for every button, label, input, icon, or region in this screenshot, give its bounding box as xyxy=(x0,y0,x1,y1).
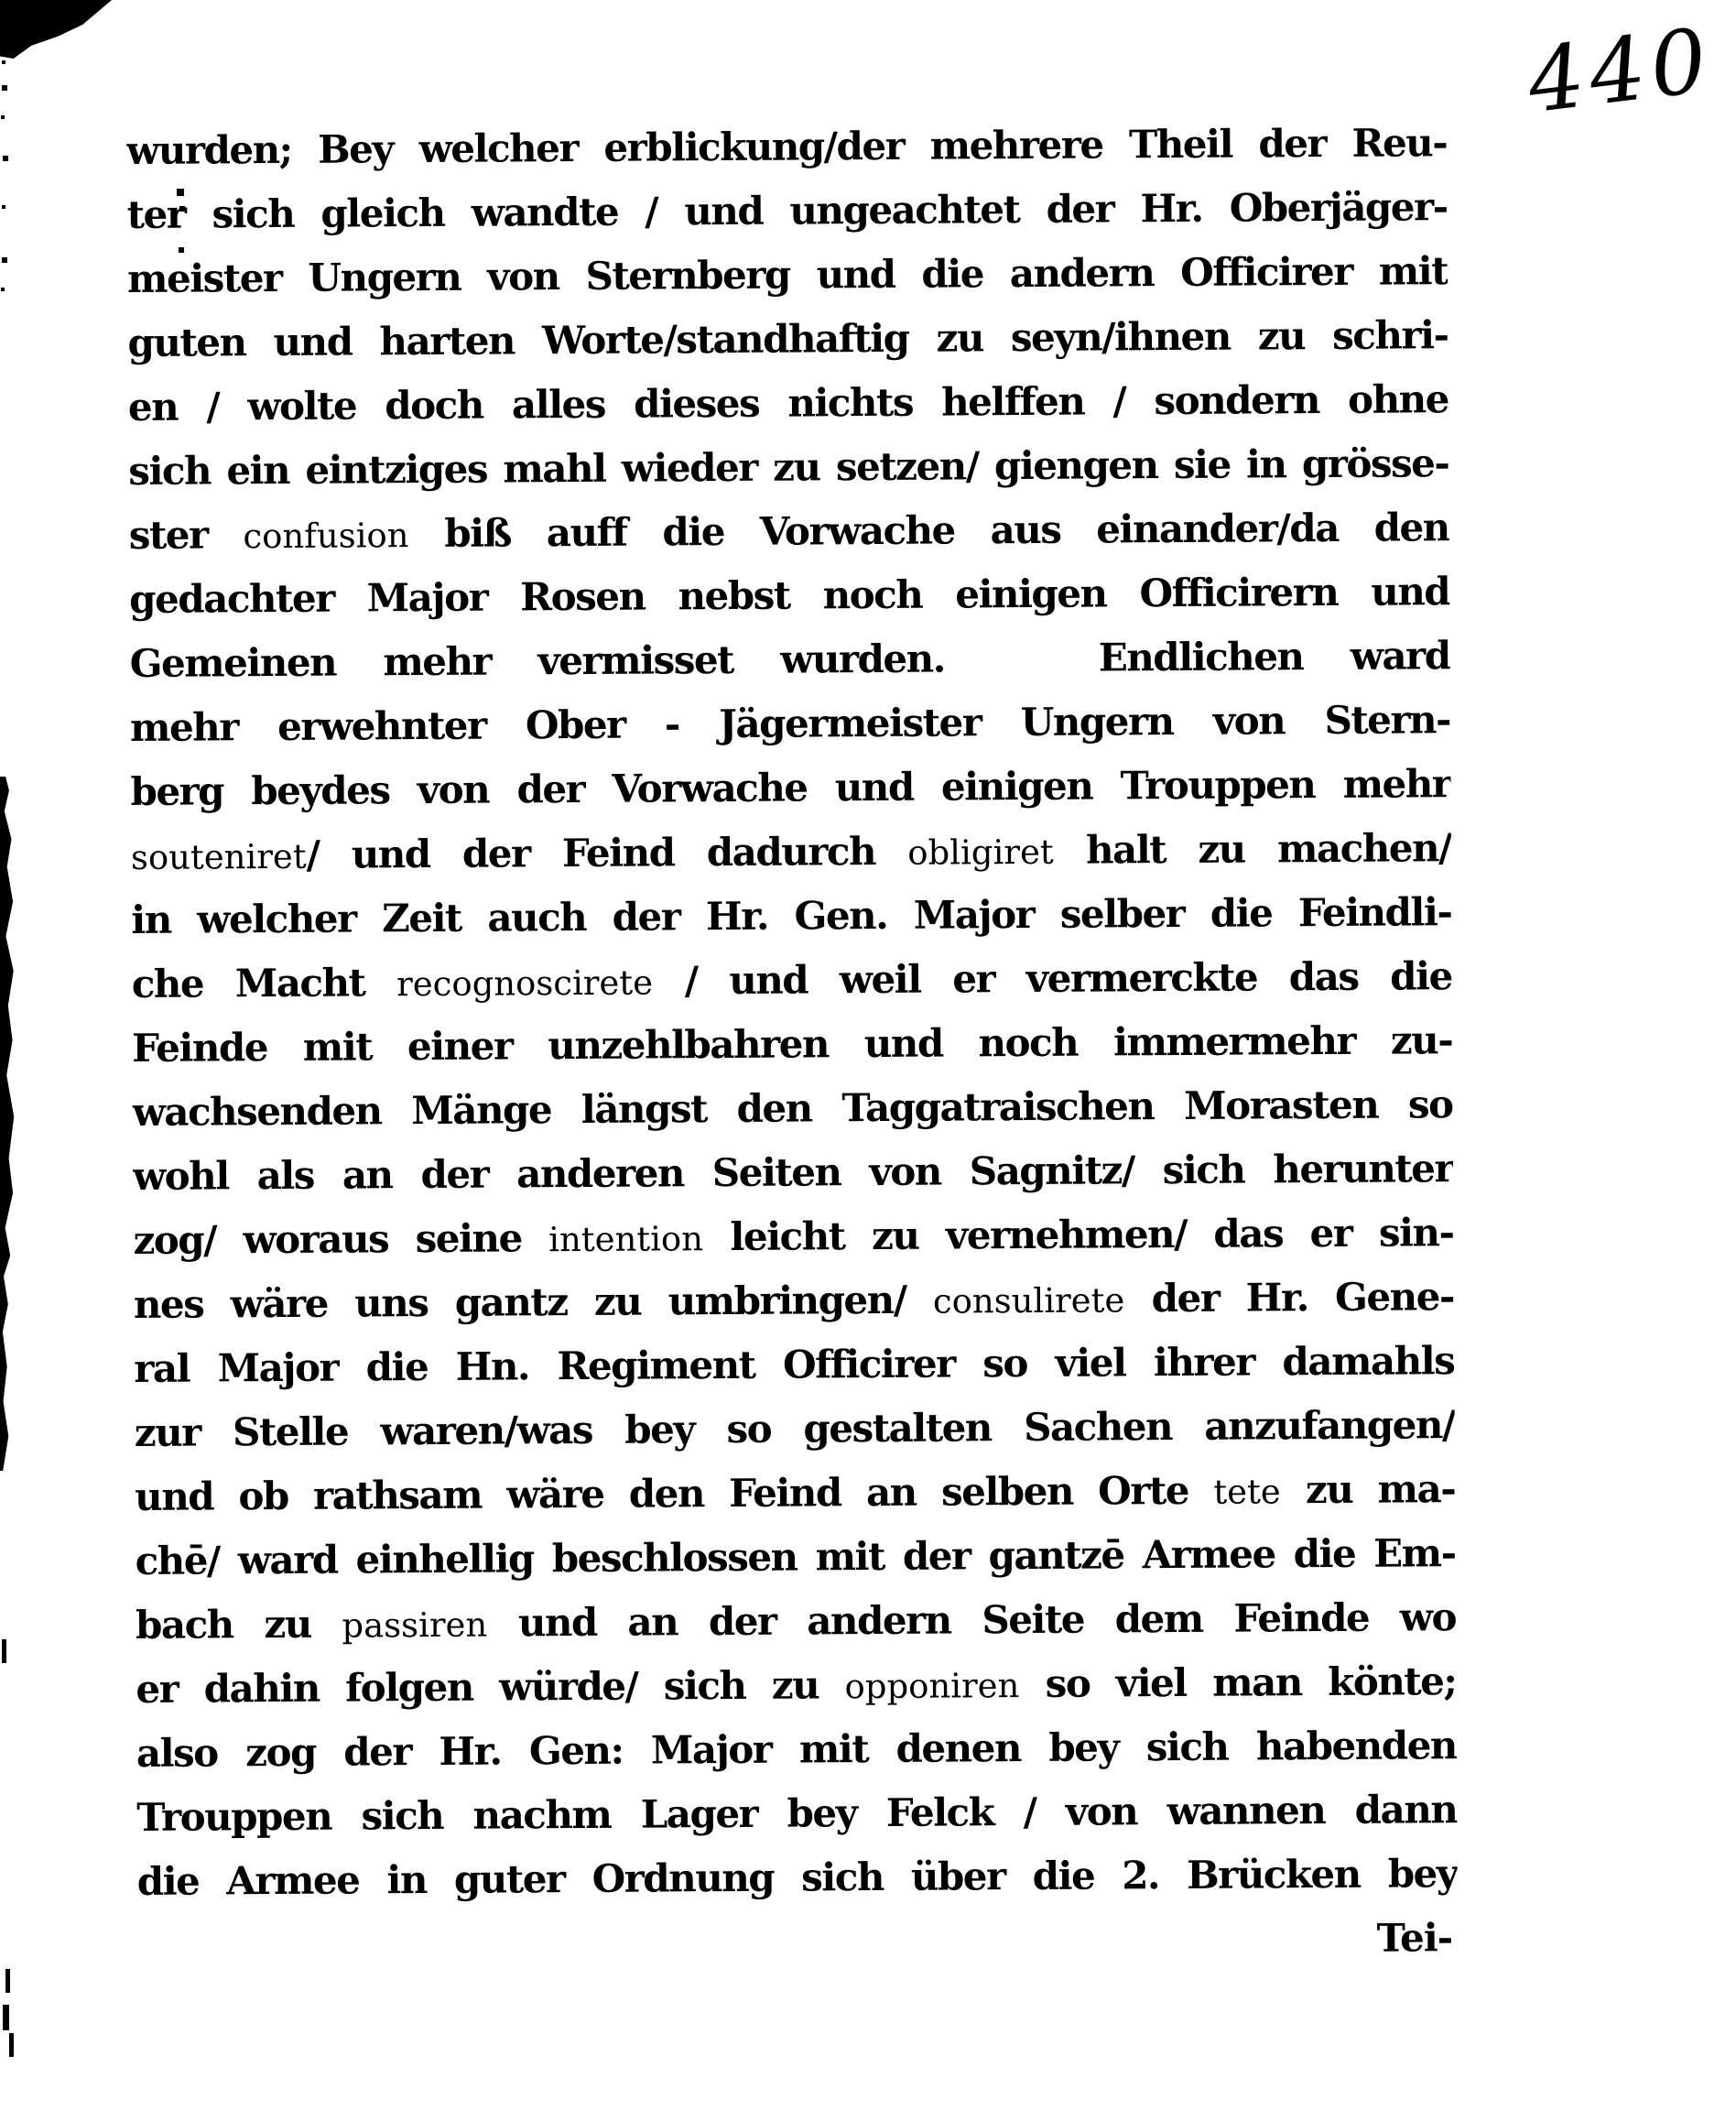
text-line: er dahin folgen würde/ sich zu opponiren so viel man könte; xyxy=(136,1659,1457,1712)
text-line: Gemeinen mehr vermisset wurden. Endlichen ward xyxy=(129,633,1450,686)
text-line: mehr erwehnter Ober - Jägermeister Ungern von Stern- xyxy=(129,697,1451,750)
text-line: ral Major die Hn. Regiment Officirer so viel ihrer damahls xyxy=(134,1338,1455,1391)
text-line: che Macht recognoscirete / und weil er vermerckte das die xyxy=(131,953,1452,1006)
text-line: gedachter Major Rosen nebst noch einigen Officirern und xyxy=(129,569,1450,622)
text-line: die Armee in guter Ordnung sich über die 2. Brücken bey xyxy=(136,1851,1458,1904)
ink-blob-artifact xyxy=(0,0,112,59)
text-line: wachsenden Mänge längst den Taggatraischen Morasten so xyxy=(132,1082,1453,1135)
handwritten-page-number: 440 xyxy=(1522,8,1719,134)
text-line: nes wäre uns gantz zu umbringen/ consulirete der Hr. Gene- xyxy=(133,1274,1455,1327)
text-line: meister Ungern von Sternberg und die andern Officirer mit xyxy=(126,248,1448,301)
text-line: Trouppen sich nachm Lager bey Felck / von wannen dann xyxy=(136,1787,1458,1840)
text-line: bach zu passiren und an der andern Seite dem Feinde wo xyxy=(135,1594,1457,1648)
text-line: ter sich gleich wandte / und ungeachtet der Hr. Oberjäger- xyxy=(126,184,1448,237)
text-line: souteniret/ und der Feind dadurch obligiret halt zu machen/ xyxy=(130,825,1452,877)
text-line: zog/ woraus seine intention leicht zu vernehmen/ das er sin- xyxy=(133,1210,1454,1263)
ink-speck-artifacts xyxy=(2,60,5,64)
text-line: en / wolte doch alles dieses nichts helffen / sondern ohne xyxy=(127,376,1449,430)
text-line: also zog der Hr. Gen: Major mit denen bey sich habenden xyxy=(136,1723,1458,1776)
text-line: zur Stelle waren/was bey so gestalten Sachen anzufangen/ xyxy=(134,1402,1455,1455)
text-line: chē/ ward einhellig beschlossen mit der gantzē Armee die Em- xyxy=(135,1530,1456,1583)
text-line: sich ein eintziges mahl wieder zu setzen/ giengen sie in grösse- xyxy=(128,440,1449,494)
text-line: Feinde mit einer unzehlbahren und noch immermehr zu- xyxy=(132,1017,1453,1071)
text-line: guten und harten Worte/standhaftig zu seyn/ihnen zu schri- xyxy=(127,312,1448,365)
text-line: ster confusion biß auff die Vorwache aus einander/da den xyxy=(128,505,1449,558)
text-block xyxy=(126,111,1458,1978)
text-line: wohl als an der anderen Seiten von Sagnitz/ sich herunter xyxy=(132,1146,1454,1199)
text-line: wurden; Bey welcher erblickung/der mehrere Theil der Reu- xyxy=(126,120,1448,173)
text-line: und ob rathsam wäre den Feind an selben Orte tete zu ma- xyxy=(135,1466,1456,1519)
text-line: berg beydes von der Vorwache und einigen Trouppen mehr xyxy=(130,761,1451,814)
scan-edge-artifact xyxy=(0,777,15,1471)
catchword: Tei- xyxy=(1376,1915,1453,1961)
ink-speck-artifacts-bottom xyxy=(2,1639,6,1663)
text-line: in welcher Zeit auch der Hr. Gen. Major selber die Feindli- xyxy=(131,889,1452,942)
